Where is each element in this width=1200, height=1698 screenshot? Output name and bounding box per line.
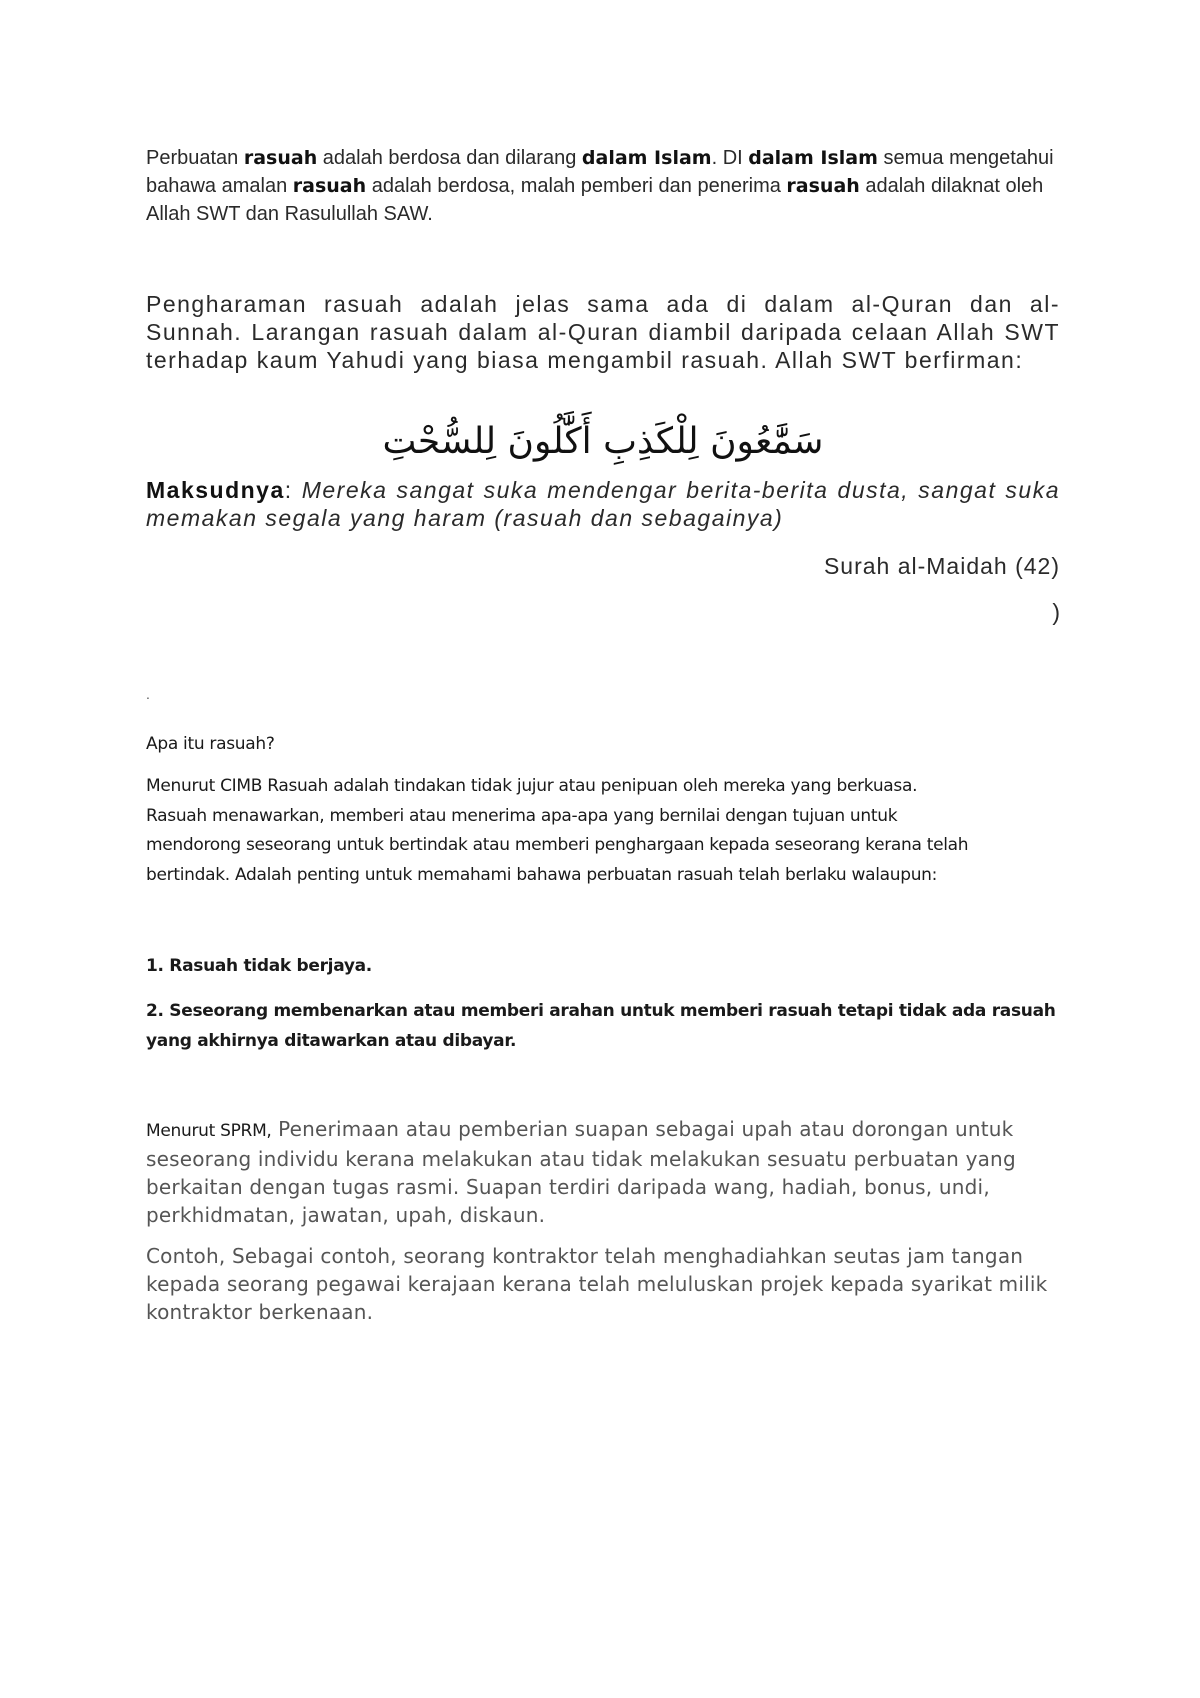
- keyword-rasuah: rasuah: [292, 175, 367, 197]
- keyword-dalam-islam: dalam Islam: [581, 147, 712, 169]
- maksud-text: Mereka sangat suka mendengar berita-berita dusta, sangat suka memakan segala yang haram (rasuah dan sebagainya): [146, 477, 1060, 531]
- stray-dot: .: [146, 686, 150, 702]
- pengharaman-paragraph: Pengharaman rasuah adalah jelas sama ada di dalam al-Quran dan al-Sunnah. Larangan rasuah dalam al-Quran diambil daripada celaan Allah SWT terhadap kaum Yahudi yang biasa mengambil rasuah. Allah SWT berfirman:: [146, 291, 1060, 373]
- keyword-rasuah: rasuah: [243, 147, 318, 169]
- sprm-definition: Menurut SPRM, Penerimaan atau pemberian suapan sebagai upah atau dorongan untuk seseorang individu kerana melakukan atau tidak melakukan sesuatu perbuatan yang berkaitan dengan tugas rasmi. Suapan terdiri daripada wang, hadiah, bonus, undi, perkhidmatan, jawatan, upah, diskaun.: [146, 1117, 1016, 1227]
- sprm-lead: Menurut SPRM,: [146, 1121, 272, 1141]
- intro-paragraph: Perbuatan rasuah adalah berdosa dan dilarang dalam Islam. DI dalam Islam semua mengetahui bahawa amalan rasuah adalah berdosa, malah pemberi dan penerima rasuah adalah dilaknat oleh Allah SWT dan Rasulullah SAW.: [146, 147, 1054, 225]
- maksud-label: Maksudnya: [146, 477, 285, 503]
- list-item: 2. Seseorang membenarkan atau memberi arahan untuk memberi rasuah tetapi tidak ada rasuah yang akhirnya ditawarkan atau dibayar.: [146, 1001, 1056, 1051]
- cimb-definition: Menurut CIMB Rasuah adalah tindakan tidak jujur atau penipuan oleh mereka yang berkuasa. Rasuah menawarkan, memberi atau menerima apa-apa yang bernilai dengan tujuan untuk mendorong seseorang untuk bertindak atau memberi penghargaan kepada seseorang kerana telah bertindak. Adalah penting untuk memahami bahawa perbuatan rasuah telah berlaku walaupun:: [146, 776, 969, 885]
- surah-reference: Surah al-Maidah (42): [823, 553, 1060, 579]
- maksud-paragraph: Maksudnya: Mereka sangat suka mendengar berita-berita dusta, sangat suka memakan segala yang haram (rasuah dan sebagainya): [146, 477, 1060, 531]
- section-heading: Apa itu rasuah?: [146, 734, 275, 754]
- contoh-paragraph: Contoh, Sebagai contoh, seorang kontraktor telah menghadiahkan seutas jam tangan kepada seorang pegawai kerajaan kerana telah meluluskan projek kepada syarikat milik kontraktor berkenaan.: [146, 1244, 1048, 1324]
- closing-parenthesis: ): [1052, 599, 1060, 625]
- keyword-rasuah: rasuah: [786, 175, 860, 197]
- quran-verse: سَمَّٰعُونَ لِلْكَذِبِ أَكَّٰلُونَ لِلسُّحْتِ: [382, 421, 824, 462]
- keyword-dalam-islam: dalam Islam: [748, 147, 878, 169]
- list-item: 1. Rasuah tidak berjaya.: [146, 956, 372, 976]
